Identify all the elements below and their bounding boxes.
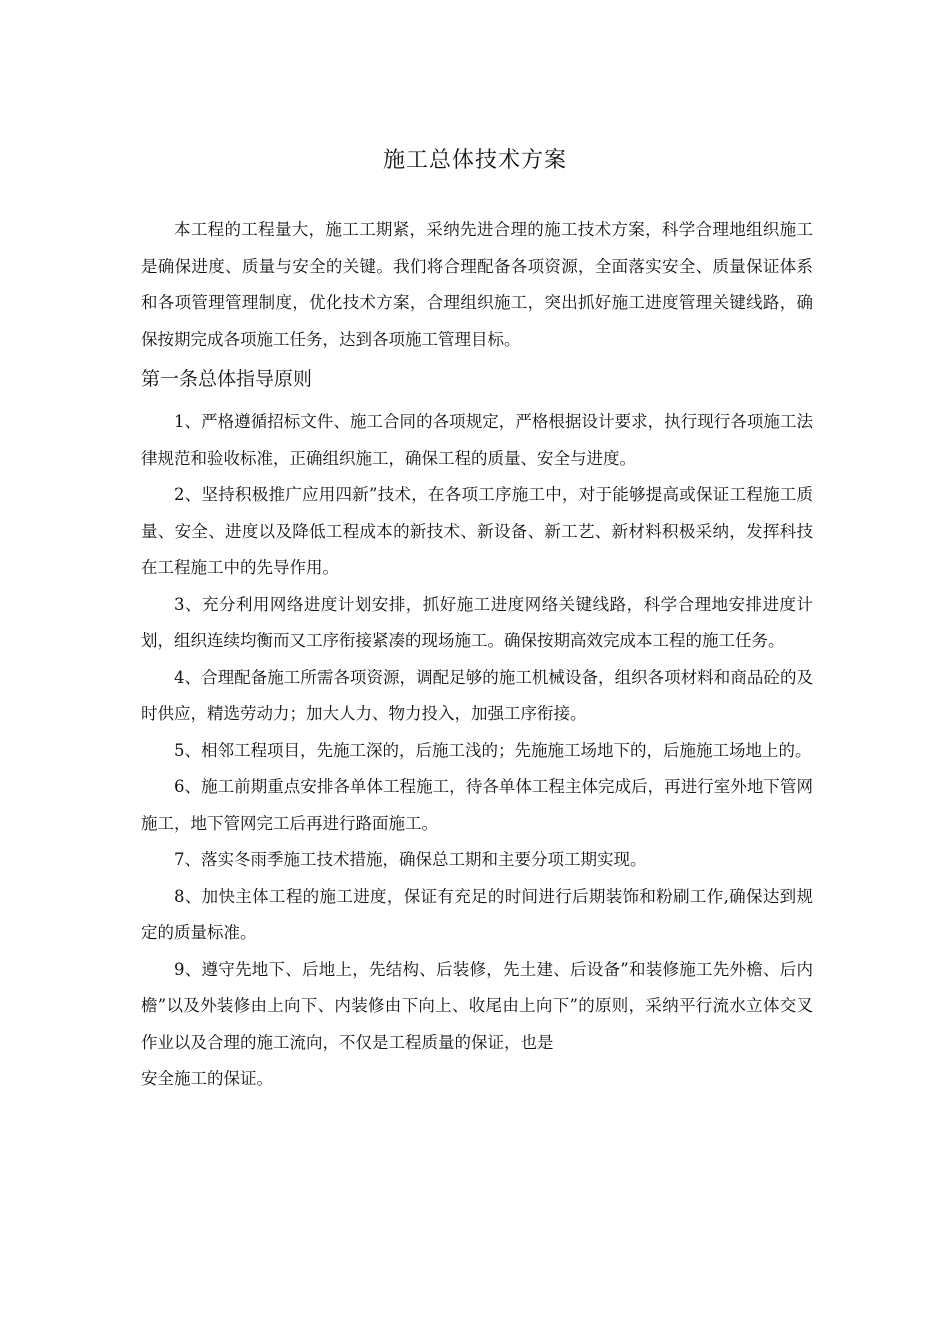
- intro-paragraph: 本工程的工程量大，施工工期紧，采纳先进合理的施工技术方案，科学合理地组织施工是确保进度、质量与安全的关键。我们将合理配备各项资源，全面落实安全、质量保证体系和各项管理管理制度，优化技术方案，合理组织施工，突出抓好施工进度管理关键线路，确保按期完成各项施工任务，达到各项施工管理目标。: [141, 220, 813, 349]
- principle-item-5: 5、相邻工程项目，先施工深的，后施工浅的；先施施工场地下的，后施施工场地上的。: [174, 740, 812, 760]
- principle-item-2: 2、坚持积极推广应用四新”技术，在各项工序施工中，对于能够提高或保证工程施工质量、安全、进度以及降低工程成本的新技术、新设备、新工艺、新材料积极采纳，发挥科技在工程施工中的先导作用。: [141, 485, 813, 577]
- document-body: [141, 212, 813, 1098]
- principle-item-3: 3、充分利用网络进度计划安排，抓好施工进度网络关键线路，科学合理地安排进度计划，组织连续均衡而又工序衔接紧凑的现场施工。确保按期高效完成本工程的施工任务。: [141, 594, 813, 650]
- principle-item-9: 9、遵守先地下、后地上，先结构、后装修，先土建、后设备”和装修施工先外檐、后内檐”以及外装修由上向下、内装修由下向上、收尾由上向下”的原则，采纳平行流水立体交叉作业以及合理的施工流向，不仅是工程质量的保证，也是: [141, 959, 813, 1052]
- principle-item-4: 4、合理配备施工所需各项资源，调配足够的施工机械设备，组织各项材料和商品砼的及时供应，精选劳动力；加大人力、物力投入，加强工序衔接。: [141, 667, 813, 723]
- document-title: 施工总体技术方案: [382, 148, 567, 173]
- principle-item-7: 7、落实冬雨季施工技术措施，确保总工期和主要分项工期实现。: [174, 850, 647, 869]
- principle-item-6: 6、施工前期重点安排各单体工程施工，待各单体工程主体完成后，再进行室外地下管网施工，地下管网完工后再进行路面施工。: [141, 777, 813, 833]
- section-heading: 第一条总体指导原则: [141, 368, 313, 390]
- principle-item-1: 1、严格遵循招标文件、施工合同的各项规定，严格根据设计要求，执行现行各项施工法律规范和验收标准，正确组织施工，确保工程的质量、安全与进度。: [141, 412, 813, 468]
- principle-item-8: 8、加快主体工程的施工进度，保证有充足的时间进行后期装饰和粉刷工作,确保达到规定的质量标准。: [141, 886, 813, 942]
- closing-line: 安全施工的保证。: [141, 1069, 273, 1088]
